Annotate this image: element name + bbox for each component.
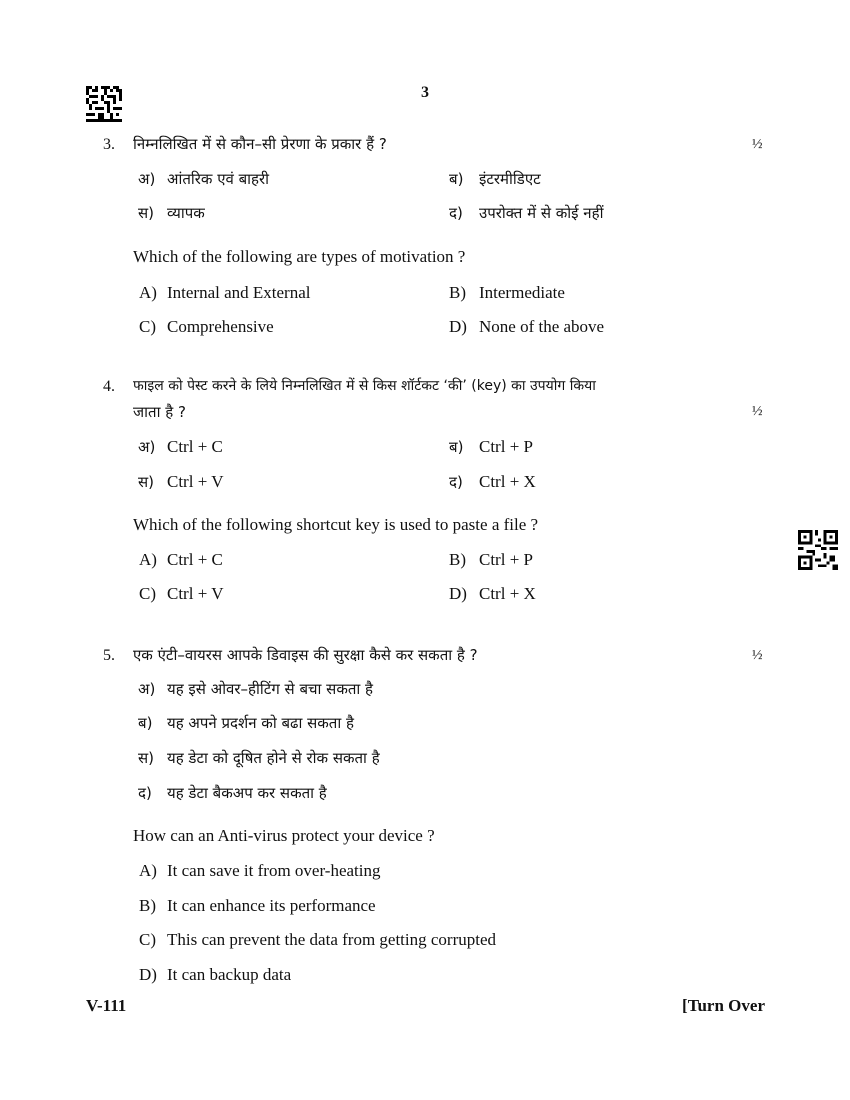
q5-en-opt-b-label: B) <box>139 896 156 915</box>
question-3-english: Which of the following are types of motivation ? <box>133 247 466 266</box>
q3-en-opt-b: Intermediate <box>479 283 565 302</box>
qr-code-icon <box>798 530 838 570</box>
paper-code: V-111 <box>86 996 127 1015</box>
q3-hi-opt-b: इंटरमीडिएट <box>479 170 541 188</box>
q5-hi-opt-c: यह डेटा को दूषित होने से रोक सकता है <box>167 749 380 767</box>
q4-en-opt-d: Ctrl + X <box>479 584 536 603</box>
q3-hi-opt-d: उपरोक्त में से कोई नहीं <box>479 204 604 222</box>
question-4-number: 4. <box>103 378 115 395</box>
q3-hi-opt-a-label: अ) <box>138 170 156 188</box>
q3-en-opt-a: Internal and External <box>167 283 311 302</box>
q4-hi-opt-a: Ctrl + C <box>167 437 223 456</box>
question-3-hindi: निम्नलिखित में से कौन–सी प्रेरणा के प्रकार हैं ? <box>133 135 387 153</box>
q3-en-opt-a-label: A) <box>139 283 157 302</box>
question-4-hindi-line2: जाता है ? <box>133 403 186 421</box>
q3-en-opt-c-label: C) <box>139 317 156 336</box>
q5-en-opt-a-label: A) <box>139 861 157 880</box>
page-number: 3 <box>421 84 429 101</box>
q3-hi-opt-c-label: स) <box>138 204 154 222</box>
q5-hi-opt-b-label: ब) <box>138 714 153 732</box>
q5-hi-opt-c-label: स) <box>138 749 154 767</box>
q4-hi-opt-b: Ctrl + P <box>479 437 533 456</box>
question-5-english: How can an Anti-virus protect your device ? <box>133 826 435 845</box>
question-3-marks: ½ <box>752 137 763 152</box>
q4-hi-opt-b-label: ब) <box>449 438 464 456</box>
q3-hi-opt-c: व्यापक <box>167 204 205 222</box>
q5-en-opt-c: This can prevent the data from getting corrupted <box>167 930 497 949</box>
q5-en-opt-d: It can backup data <box>167 965 292 984</box>
q4-en-opt-b: Ctrl + P <box>479 550 533 569</box>
q4-hi-opt-c-label: स) <box>138 473 154 491</box>
q5-hi-opt-b: यह अपने प्रदर्शन को बढा सकता है <box>167 714 354 732</box>
question-5-hindi: एक एंटी–वायरस आपके डिवाइस की सुरक्षा कैसे कर सकता है ? <box>133 646 478 664</box>
barcode-icon <box>86 86 122 122</box>
q4-hi-opt-a-label: अ) <box>138 438 156 456</box>
q5-en-opt-c-label: C) <box>139 930 156 949</box>
q4-en-opt-c-label: C) <box>139 584 156 603</box>
q4-en-opt-a: Ctrl + C <box>167 550 223 569</box>
q5-en-opt-b: It can enhance its performance <box>167 896 376 915</box>
q5-hi-opt-a-label: अ) <box>138 680 156 698</box>
q3-hi-opt-b-label: ब) <box>449 170 464 188</box>
q5-en-opt-d-label: D) <box>139 965 157 984</box>
q3-hi-opt-d-label: द) <box>449 204 463 222</box>
q5-hi-opt-a: यह इसे ओवर–हीटिंग से बचा सकता है <box>167 680 374 698</box>
q3-en-opt-c: Comprehensive <box>167 317 274 336</box>
q4-hi-opt-c: Ctrl + V <box>167 472 224 491</box>
q3-en-opt-d-label: D) <box>449 317 467 336</box>
q5-hi-opt-d-label: द) <box>138 784 152 802</box>
q3-hi-opt-a: आंतरिक एवं बाहरी <box>167 170 270 188</box>
q4-hi-opt-d: Ctrl + X <box>479 472 536 491</box>
q3-en-opt-d: None of the above <box>479 317 605 336</box>
q5-en-opt-a: It can save it from over-heating <box>167 861 381 880</box>
q4-en-opt-c: Ctrl + V <box>167 584 224 603</box>
question-4-hindi-line1: फाइल को पेस्ट करने के लिये निम्नलिखित में से किस शॉर्टकट ‘की’ (key) का उपयोग किया <box>133 378 596 394</box>
q5-hi-opt-d: यह डेटा बैकअप कर सकता है <box>167 784 327 802</box>
q4-en-opt-a-label: A) <box>139 550 157 569</box>
q4-hi-opt-d-label: द) <box>449 473 463 491</box>
q4-en-opt-d-label: D) <box>449 584 467 603</box>
q3-en-opt-b-label: B) <box>449 283 466 302</box>
question-4-marks: ½ <box>752 404 763 419</box>
question-3-number: 3. <box>103 136 115 153</box>
q4-en-opt-b-label: B) <box>449 550 466 569</box>
question-5-number: 5. <box>103 647 115 664</box>
question-4-english: Which of the following shortcut key is used to paste a file ? <box>133 515 539 534</box>
question-5-marks: ½ <box>752 648 763 663</box>
turn-over: [Turn Over <box>682 996 765 1015</box>
